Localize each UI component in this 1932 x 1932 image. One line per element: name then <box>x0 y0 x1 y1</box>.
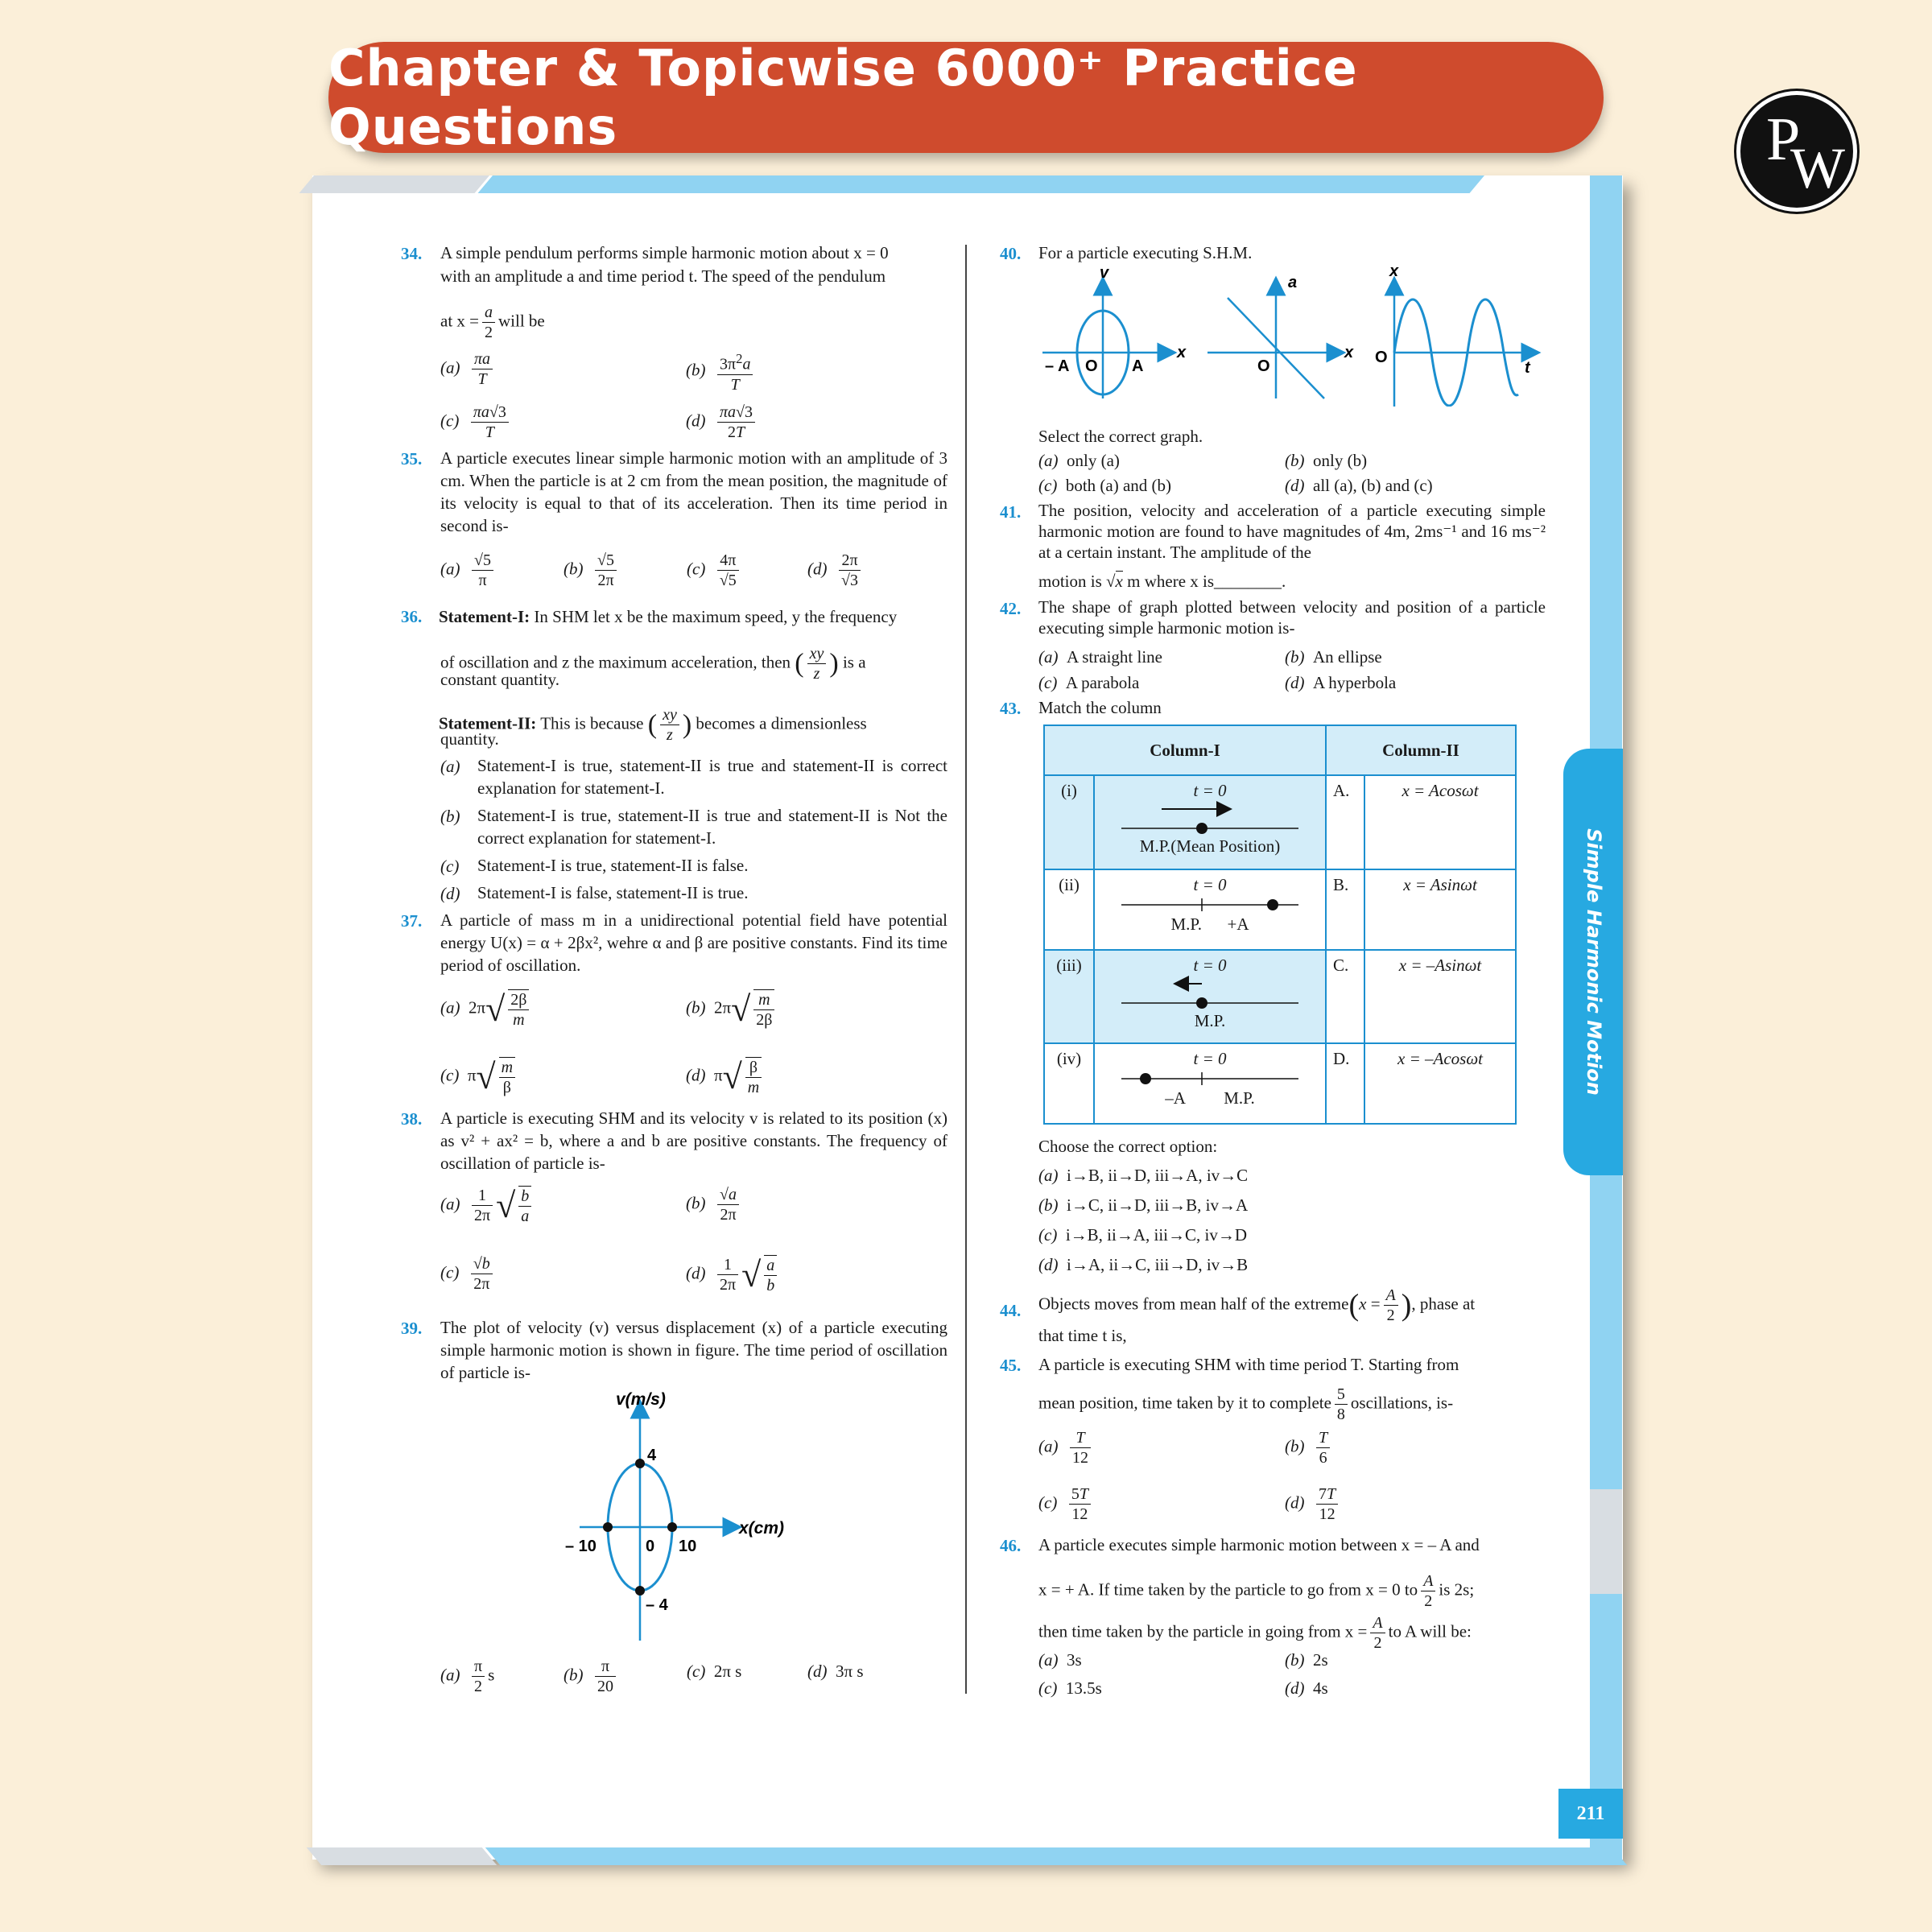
svg-text:x: x <box>1344 344 1354 361</box>
q42-option-c[interactable]: (c) A parabola <box>1038 673 1140 692</box>
q42-option-a[interactable]: (a) A straight line <box>1038 647 1162 667</box>
svg-text:– 4: – 4 <box>646 1596 668 1614</box>
question-number: 35. <box>401 449 423 469</box>
svg-text:10: 10 <box>679 1538 697 1555</box>
q34-option-a[interactable]: (a) $\frac{\pi a}{T}$ <box>440 349 496 389</box>
point <box>635 1586 645 1596</box>
q39-option-d[interactable]: (d) 3π s <box>807 1662 864 1681</box>
q37-option-d[interactable]: (d) π√ $\frac{\beta}{m}$ <box>686 1056 765 1097</box>
question-number: 36. <box>401 607 423 626</box>
point <box>603 1522 613 1532</box>
question-number: 42. <box>1000 599 1022 618</box>
column-divider <box>965 245 967 1694</box>
row-iii-diagram: t = 0 M.P. <box>1094 950 1326 1043</box>
question-number: 34. <box>401 244 423 263</box>
q40-option-d[interactable]: (d) all (a), (b) and (c) <box>1285 476 1433 495</box>
q40-text: For a particle executing S.H.M. <box>1038 243 1253 262</box>
side-band-gray <box>1590 1489 1622 1594</box>
q36-option-c[interactable]: Statement-I is true, statement-II is false. <box>477 856 749 875</box>
q37-text: A particle of mass m in a unidirectional potential field have potential energy U(x) = α + 2βx², wehre α and β are positive constants. Find its time period of oscillation. <box>440 910 947 975</box>
q34-option-d[interactable]: (d) $\frac{\pi a√3}{2T}$ <box>686 402 758 442</box>
q43-option-c[interactable]: (c) i→B, ii→A, iii→C, iv→D <box>1038 1225 1247 1245</box>
svg-text:x: x <box>1389 266 1399 280</box>
point <box>635 1459 645 1468</box>
q45-option-c[interactable]: (c) $\frac{5T}{12}$ <box>1038 1484 1094 1524</box>
svg-text:O: O <box>1085 357 1098 375</box>
question-number: 46. <box>1000 1536 1022 1555</box>
q43-option-b[interactable]: (b) i→C, ii→D, iii→B, iv→A <box>1038 1195 1249 1215</box>
svg-text:– A: – A <box>1045 357 1070 375</box>
q41-text: The position, velocity and acceleration of a particle executing simple harmonic motion are found to have magnitudes of 4m, 2ms⁻¹ and 16 ms⁻² at a certain instant. The amplitude of the <box>1038 501 1546 562</box>
header-banner <box>328 39 1604 156</box>
q45-line2: mean position, time taken by it to complete $\frac{5}{8}$ oscillations, is- <box>1038 1385 1454 1423</box>
svg-text:O: O <box>1375 349 1388 366</box>
q34-line2: with an amplitude a and time period t. The speed of the pendulum <box>440 266 886 286</box>
x-axis-label: x(cm) <box>739 1519 785 1538</box>
q40-option-c[interactable]: (c) both (a) and (b) <box>1038 476 1172 495</box>
q39-velocity-displacement-graph <box>531 1385 805 1650</box>
q46-option-b[interactable]: (b) 2s <box>1285 1650 1328 1670</box>
q38-option-c[interactable]: (c) $\frac{√b}{2\pi}$ <box>440 1254 496 1294</box>
q43-text: Match the column <box>1038 698 1162 717</box>
top-strip-blue <box>478 175 1484 193</box>
question-number: 39. <box>401 1319 423 1338</box>
q46-option-a[interactable]: (a) 3s <box>1038 1650 1082 1670</box>
match-table: Column-I Column-II (i) t = 0 M.P.(Mean Position) A. x = Acosωt (ii) t = 0 M.P. +A B. x = Asinωt (iii) t = 0 M.P. C. x = –Asinωt (iv) t = 0 –A M.P. D. x = –Acosωt <box>1043 724 1517 1125</box>
q36-statement1-c: constant quantity. <box>440 670 559 689</box>
q38-option-a[interactable]: (a) $\frac{1}{2\pi}$ √ $\frac{b}{a}$ <box>440 1185 535 1226</box>
q42-option-d[interactable]: (d) A hyperbola <box>1285 673 1397 692</box>
q46-option-d[interactable]: (d) 4s <box>1285 1678 1328 1698</box>
q37-option-a[interactable]: (a) 2π√ $\frac{2\beta}{m}$ <box>440 989 532 1030</box>
q44-text: Objects moves from mean half of the extreme(x = $\frac{A}{2}$ ), phase at <box>1038 1286 1476 1324</box>
q38-option-b[interactable]: (b) $\frac{√a}{2\pi}$ <box>686 1185 742 1224</box>
q46-option-c[interactable]: (c) 13.5s <box>1038 1678 1102 1698</box>
q43-option-d[interactable]: (d) i→A, ii→C, iii→D, iv→B <box>1038 1255 1249 1274</box>
page-number: 211 <box>1558 1789 1623 1839</box>
q38-text: A particle is executing SHM and its velocity v is related to its position (x) as v² + ax² = b, where a and b are positive constants. The frequency of oscillation of particle is- <box>440 1108 947 1173</box>
q42-text: The shape of graph plotted between velocity and position of a particle executing simple harmonic motion is- <box>1038 597 1546 638</box>
v-axis-label: v(m/s) <box>616 1390 666 1409</box>
q35-text: A particle executes linear simple harmonic motion with an amplitude of 3 cm. When the particle is at 2 cm from the mean position, the magnitude of its velocity is equal to that of its acceleration. Then its time period in second is- <box>440 448 947 535</box>
q35-option-d[interactable]: (d) $\frac{2\pi}{√3}$ <box>807 551 864 590</box>
q34-line1: A simple pendulum performs simple harmonic motion about x = 0 <box>440 243 889 262</box>
point <box>667 1522 677 1532</box>
q44-line2: that time t is, <box>1038 1326 1127 1345</box>
column-2-header: Column-II <box>1326 725 1516 775</box>
q39-option-a[interactable]: (a) $\frac{\pi}{2}$ s <box>440 1657 495 1695</box>
question-number: 45. <box>1000 1356 1022 1375</box>
q39-text: The plot of velocity (v) versus displacement (x) of a particle executing simple harmonic motion is shown in figure. The time period of oscillation of particle is- <box>440 1318 947 1382</box>
q45-option-a[interactable]: (a) $\frac{T}{12}$ <box>1038 1428 1094 1468</box>
q36-option-d-label: (d) <box>440 884 460 903</box>
row-iv-diagram: t = 0 –A M.P. <box>1094 1043 1326 1124</box>
pw-logo: P W <box>1740 95 1853 208</box>
q35-option-b[interactable]: (b) $\frac{√5}{2\pi}$ <box>564 551 620 590</box>
q41-tail: motion is √x m where x is________. <box>1038 572 1286 591</box>
q35-option-c[interactable]: (c) $\frac{4\pi}{√5}$ <box>687 551 742 590</box>
q34-option-c[interactable]: (c) $\frac{\pi a√3}{T}$ <box>440 402 512 442</box>
q39-option-b[interactable]: (b) $\frac{\pi}{20}$ <box>564 1657 619 1696</box>
q36-statement2-c: quantity. <box>440 729 499 749</box>
q34-option-b[interactable]: (b) $\frac{3\pi^2a}{T}$ <box>686 349 756 394</box>
question-number: 44. <box>1000 1301 1022 1320</box>
q46-line1: A particle executes simple harmonic motion between x = – A and <box>1038 1535 1480 1554</box>
column-1-header: Column-I <box>1044 725 1326 775</box>
row-i-diagram: t = 0 M.P.(Mean Position) <box>1094 775 1326 869</box>
q43-choose: Choose the correct option: <box>1038 1137 1218 1156</box>
q45-option-d[interactable]: (d) $\frac{7T}{12}$ <box>1285 1484 1341 1524</box>
q36-option-b-label: (b) <box>440 807 460 826</box>
q36-option-b[interactable]: Statement-I is true, statement-II is true and statement-II is Not the correct explanation for statement-I. <box>477 806 947 848</box>
svg-text:– 10: – 10 <box>565 1538 597 1555</box>
chapter-tab: Simple Harmonic Motion <box>1563 749 1623 1175</box>
q36-statement1-b: of oscillation and z the maximum acceleration, then ( $\frac{xy}{z}$ ) is a <box>440 645 866 683</box>
q40-option-a[interactable]: (a) only (a) <box>1038 451 1120 470</box>
q36-statement1: Statement-I: In SHM let x be the maximum speed, y the frequency <box>439 607 898 626</box>
svg-text:t: t <box>1525 359 1530 377</box>
svg-text:A: A <box>1132 357 1144 375</box>
bottom-strip-blue <box>485 1847 1627 1865</box>
question-number: 40. <box>1000 244 1022 263</box>
q35-option-a[interactable]: (a) $\frac{√5}{\pi}$ <box>440 551 497 590</box>
q36-option-a-label: (a) <box>440 757 460 776</box>
q36-statement2: Statement-II: This is because ( $\frac{xy}{z}$ ) becomes a dimensionless <box>439 706 867 744</box>
q34-line3: at x = $\frac{a}{2}$ will be <box>440 303 545 341</box>
q45-option-b[interactable]: (b) $\frac{T}{6}$ <box>1285 1428 1333 1468</box>
svg-text:O: O <box>1257 357 1270 375</box>
question-number: 38. <box>401 1109 423 1129</box>
bottom-strip-gray <box>307 1847 497 1865</box>
svg-text:0: 0 <box>646 1538 655 1555</box>
q36-option-d[interactable]: Statement-I is false, statement-II is true. <box>477 883 749 902</box>
q38-option-d[interactable]: (d) $\frac{1}{2\pi}$ √ $\frac{a}{b}$ <box>686 1254 780 1295</box>
q40-graphs <box>1038 266 1554 407</box>
q37-option-b[interactable]: (b) 2π√ $\frac{m}{2\beta}$ <box>686 989 778 1030</box>
q36-option-a[interactable]: Statement-I is true, statement-II is true and statement-II is correct explanation for statement-I. <box>477 756 947 798</box>
svg-text:x: x <box>1177 344 1187 361</box>
q45-line1: A particle is executing SHM with time period T. Starting from <box>1038 1355 1459 1374</box>
q36-option-c-label: (c) <box>440 857 460 876</box>
q40-select: Select the correct graph. <box>1038 427 1203 446</box>
q39-option-c[interactable]: (c) 2π s <box>687 1662 742 1681</box>
top-strip-gray <box>299 175 489 193</box>
q40-option-b[interactable]: (b) only (b) <box>1285 451 1368 470</box>
question-number: 43. <box>1000 699 1022 718</box>
svg-text:a: a <box>1288 274 1298 291</box>
question-number: 41. <box>1000 502 1022 522</box>
question-number: 37. <box>401 911 423 931</box>
q42-option-b[interactable]: (b) An ellipse <box>1285 647 1382 667</box>
q43-option-a[interactable]: (a) i→B, ii→D, iii→A, iv→C <box>1038 1166 1249 1185</box>
row-ii-diagram: t = 0 M.P. +A <box>1094 869 1326 950</box>
banner-title: Chapter & Topicwise 6000⁺ Practice Questions <box>328 39 1358 156</box>
svg-text:v: v <box>1100 266 1109 282</box>
q46-line2: x = + A. If time taken by the particle to go from x = 0 to $\frac{A}{2}$ is 2s; <box>1038 1572 1475 1610</box>
svg-text:4: 4 <box>647 1447 657 1464</box>
q46-line3: then time taken by the particle in going from x = $\frac{A}{2}$ to A will be: <box>1038 1614 1472 1652</box>
q37-option-c[interactable]: (c) π√ $\frac{m}{\beta}$ <box>440 1056 518 1097</box>
